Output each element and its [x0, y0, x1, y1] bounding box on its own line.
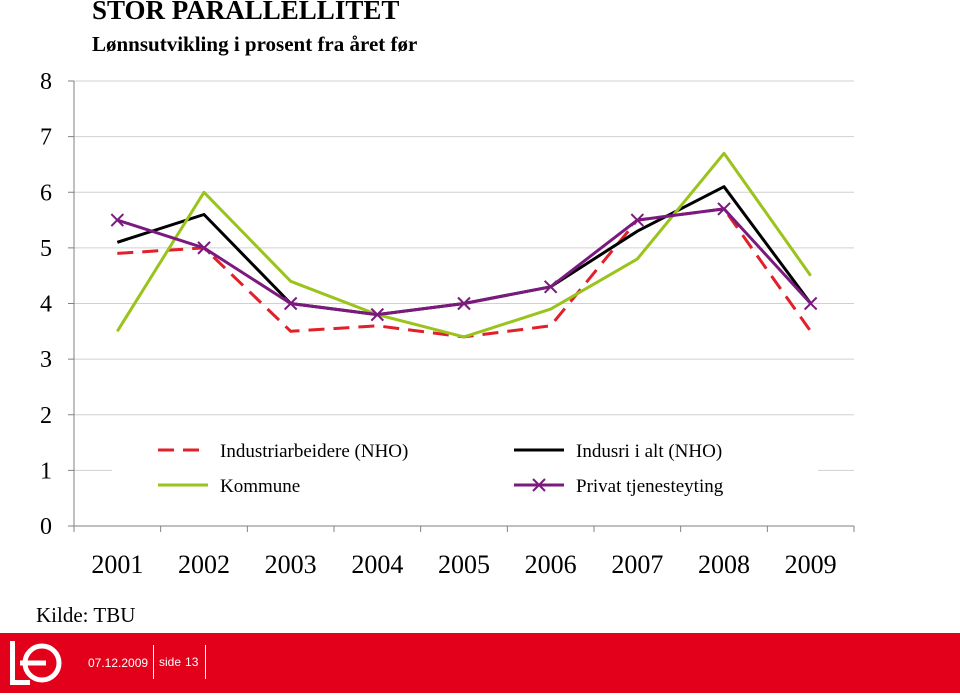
legend-label: Indusri i alt (NHO): [576, 441, 723, 462]
y-tick-label: 7: [40, 124, 52, 151]
source-note: Kilde: TBU: [36, 603, 136, 627]
x-tick-label: 2008: [698, 550, 750, 579]
footer-divider: [205, 645, 206, 679]
footer-divider: [153, 645, 154, 679]
y-tick-label: 0: [40, 514, 52, 540]
y-tick-label: 4: [40, 291, 52, 318]
y-tick-label: 1: [40, 458, 52, 485]
footer-date: 07.12.2009: [88, 656, 149, 670]
chart-title: STOR PARALLELLITET: [92, 0, 400, 25]
footer-page-number: 13: [185, 655, 199, 669]
y-tick-label: 3: [40, 347, 52, 374]
x-tick-label: 2007: [611, 550, 664, 579]
series-line: [117, 187, 810, 315]
lo-logo-icon: [0, 633, 68, 693]
y-tick-label: 2: [40, 402, 52, 429]
x-tick-label: 2009: [784, 550, 837, 579]
y-tick-label: 6: [40, 180, 52, 207]
x-tick-label: 2004: [351, 550, 404, 579]
series-lines: [111, 153, 816, 337]
series-line: [117, 153, 810, 337]
footer-page-label: side: [159, 655, 182, 669]
y-tick-labels: [40, 69, 52, 540]
footer-page: [159, 653, 198, 671]
x-tick-label: 2001: [91, 550, 144, 579]
chart-subtitle: Lønnsutvikling i prosent fra året før: [92, 32, 418, 56]
series-line: [117, 209, 810, 315]
legend-label: Privat tjenesteyting: [576, 476, 724, 497]
x-tick-label: 2005: [438, 550, 490, 579]
series-line: [117, 209, 810, 337]
y-tick-label: 5: [40, 235, 52, 262]
x-tick-label: 2003: [264, 550, 317, 579]
footer-bar: [0, 633, 960, 693]
legend-label: Kommune: [220, 476, 301, 497]
legend-label: Industriarbeidere (NHO): [220, 441, 409, 462]
y-tick-label: 8: [40, 69, 52, 95]
gridlines: [74, 81, 854, 470]
x-tick-label: 2006: [524, 550, 577, 579]
x-tick-label: 2002: [178, 550, 230, 579]
x-tick-labels: [91, 550, 836, 579]
